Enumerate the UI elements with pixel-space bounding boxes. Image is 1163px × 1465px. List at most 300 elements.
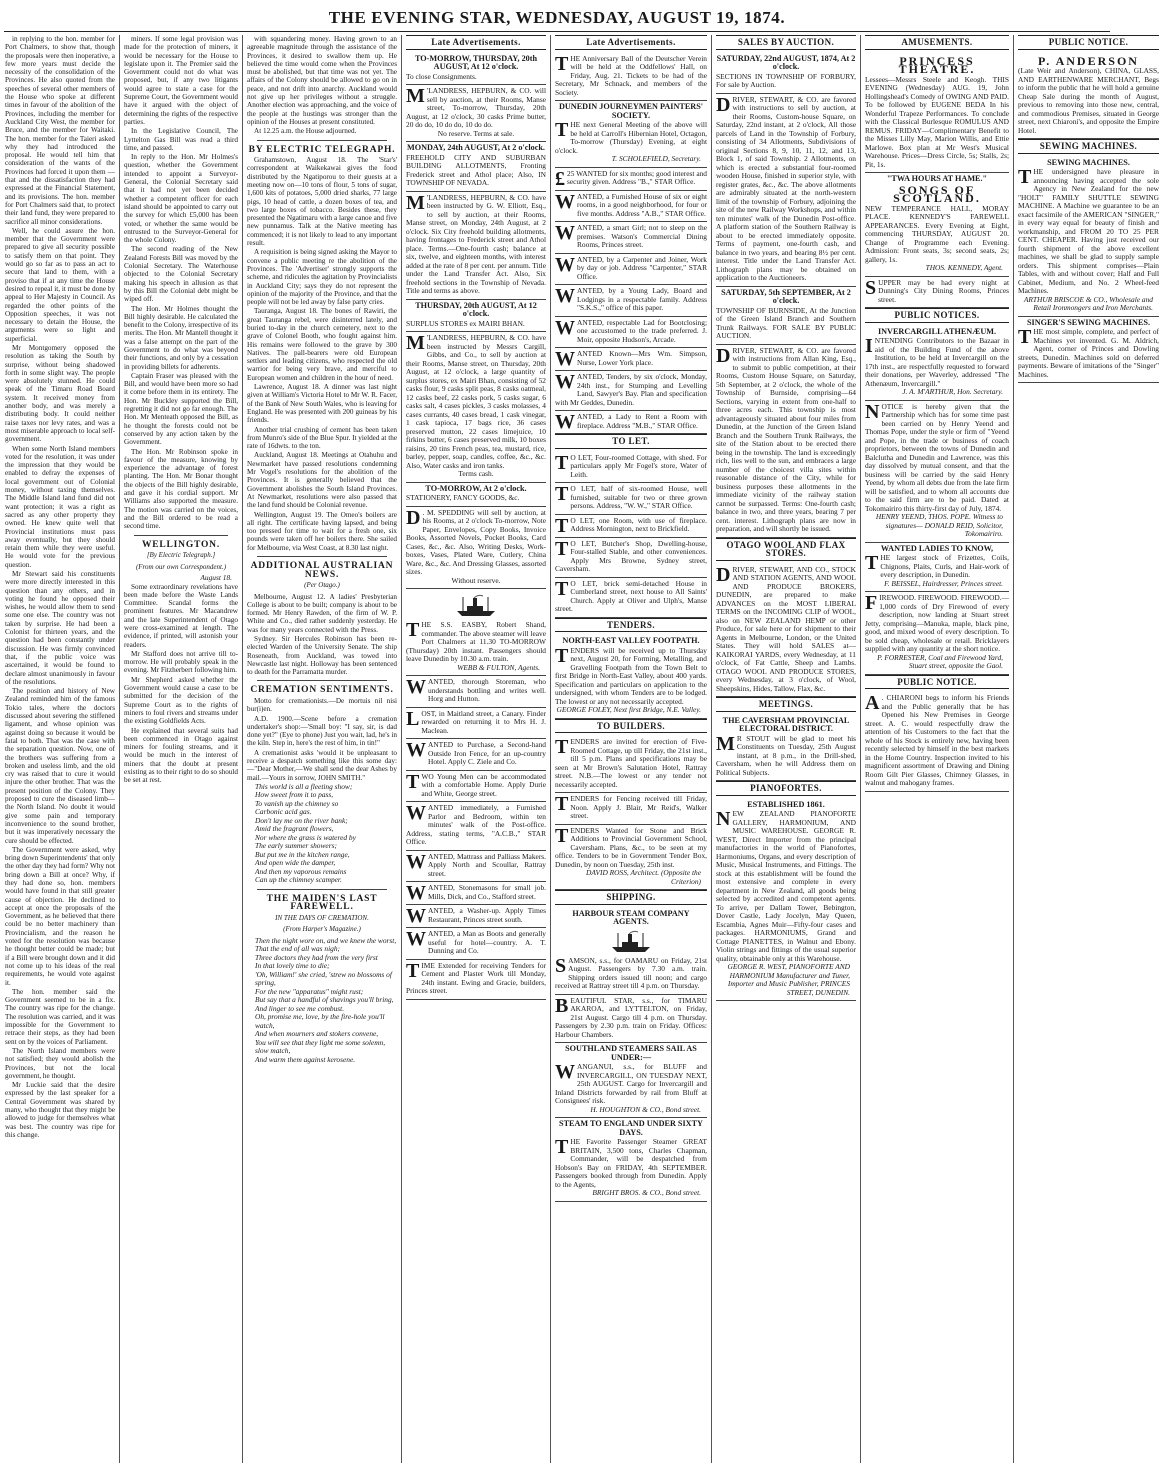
amusements-header: AMUSEMENTS. <box>865 35 1009 50</box>
notices-list <box>1018 35 1159 383</box>
ad-body <box>865 594 1009 654</box>
article-paragraph: He explained that several suits had been commenced in Otago against miners for fouling streams, and it would be much in the interest of miners that the doubt at present existing as to their right to do so should be set at rest. <box>124 726 238 785</box>
ad-text: O LET, Butcher's Shop, Dwelling-house, Four-stalled Stable, and other conveniences. Apply Mrs Browne, Sydney street, Caversham. <box>555 538 707 573</box>
advertisement <box>406 739 546 771</box>
late-ads-header: Late Advertisements. <box>406 35 546 50</box>
ad-body <box>406 154 546 188</box>
ad-body <box>555 224 707 250</box>
poem-line: This world is all a fleeting show; <box>255 781 353 791</box>
ad-signature: HENRY YEEND, THOS. POPE. Witness to signatures— DONALD REID, Solicitor, Tokomairiro. <box>875 512 1003 538</box>
drop-cap: T <box>865 552 879 574</box>
columns <box>4 35 1159 1463</box>
section-heading: TO LET. <box>555 434 707 449</box>
ad-text: To close Consignments. <box>406 71 477 81</box>
ad-text: FREEHOLD CITY AND SUBURBAN BUILDING ALLOTMENTS, Fronting Frederick street and Athol place; Also, IN TOWNSHIP OF NEVADA. <box>406 152 546 187</box>
ad-text: ANGANUI, s.s., for BLUFF and INVERCARGILL, ON TUESDAY NEXT, 25th AUGUST. Cargo for Invercargill and Inland Districts forwarded by rail from Bluff at Consignees' risk. <box>555 1062 707 1105</box>
article-paragraph: Mr Luckie said that the desire expressed by the last speaker for a Central Government was shared by many, who thought that they might be allowed to judge for themselves what was best. The country was ripe for this change. <box>5 1081 115 1139</box>
advertisement <box>406 676 546 708</box>
ad-signature: DAVID ROSS, Architect. (Opposite the Criterion) <box>586 868 701 886</box>
ad-text: ANTED, Mattrass and Palliass Makers. Apply North and Scoullar, Rattray street. <box>428 851 546 878</box>
ad-signature: H. HOUGHTON & CO., Bond street. <box>590 1104 701 1114</box>
advertisement <box>716 53 856 94</box>
poem-line: Oh, promise me, love, by the fire-hole you'll watch, <box>255 1012 385 1030</box>
newspaper-title: THE EVENING STAR, WEDNESDAY, AUGUST 19, 1874. <box>328 8 786 27</box>
ad-text: EAUTIFUL STAR, s.s., for TIMARU AKAROA, and LYTTELTON, on Friday, 21st August. Cargo till 4 p.m. on Thursday. Passengers by 2.30 p.m. train on Friday. Offices: Harbour Chambers. <box>555 995 707 1039</box>
ad-text: NTENDING Contributors to the Bazaar in aid of the Building Fund of the above Institution, to be held at Invercargill on the 17th inst., are respectfully requested to forward their donations, per Waverley, addressed "The Athenæum, Invercargill." <box>865 336 1009 388</box>
ad-signature: WEBB & FULTON, Agents. <box>457 662 540 672</box>
ad-body <box>406 959 546 996</box>
article-paragraph: The position and history of New Zealand reminded him of the famous Tokio tales, where the doctors discussed about severing the stiffened ligament, and whose opinion was against doing so because it would be fatal to both. That was the case with the separation question. Now, one of the brothers was suffering from a broken and useless limb, and the old cry was raised that to cure it would injure the other brother. That was the present position of the Colony. They proposed to cure the diseased limb—the North Island. No doubt it would give some pain and temporary inconvenience to the sound brother, but it was imperatively necessary the cure should be effected. <box>5 687 115 845</box>
article-paragraph: Mr Shepherd asked whether the Government would cause a case to be submitted for the decision of the Supreme Court as to the rights of miners to foul rivers and streams under the existing Goldfields Acts. <box>124 675 238 726</box>
ad-body <box>865 337 1009 388</box>
column-3 <box>246 35 402 1463</box>
ad-text: O LET, brick semi-detached House in Cumberland street, next house to All Saints' Church. Apply at Oliver and Ulph's, Manse street. <box>555 578 707 613</box>
drop-cap: W <box>555 190 575 213</box>
ad-body <box>406 804 546 847</box>
ad-body <box>716 344 856 534</box>
column-7 <box>864 35 1014 1463</box>
ad-body <box>555 253 707 282</box>
poem-line: Don't lay me on the river bank; <box>255 815 348 825</box>
ad-text: UPPER may be had every night at Dunning's City Dining Rooms, Princes street. <box>878 277 1009 304</box>
telegraph-paragraph: A requisition is being signed asking the Mayor to convene a public meeting re the abolition of the Provinces. The 'Advertiser' strongly supports the scheme, and ridicules the agitation by Provincialists in Auckland City; says they do not represent the opinion of the majority of the Province, and that the people will not be led away by false party cries. <box>247 248 397 307</box>
advertisement <box>716 799 856 1002</box>
late-ads-header-2: Late Advertisements. <box>555 35 707 50</box>
poem-line: How sweet from it to pass, <box>255 790 334 800</box>
advertisement <box>406 85 546 142</box>
ad-heading: SATURDAY, 5th SEPTEMBER, At 2 o'clock. <box>721 287 851 305</box>
advertisement <box>555 578 707 618</box>
poem-line: And then my vaporous remains <box>255 866 347 876</box>
ad-text: HE largest stock of Frizettes, Coils, Chignons, Plaits, Curls, and Hair-work of every description, in Dunedin. <box>880 553 1009 579</box>
ad-body <box>555 1138 707 1189</box>
poem-line: Carbonic acid gas. <box>255 807 312 817</box>
drop-cap: M <box>406 332 425 354</box>
drop-cap: B <box>555 994 569 1017</box>
ad-text: ANTED, Tenders, by six o'clock, Monday, 24th inst., for Stumping and Levelling Land, Sawyer's Bay. Plan and specification with Mr Geddes, Dunedin. <box>555 372 707 407</box>
article-paragraph: In reply to the Hon. Mr Holmes's question, whether the Government intended to appoint a Surveyor-General, the Colonial Secretary said that it had not yet been decided whether a competent officer for each island should be appointed to carry out the survey for which £5,000 has been voted, or whether the same would be entrusted to the Surveyor-General for the whole Colony. <box>124 153 238 245</box>
ad-body <box>555 373 707 407</box>
advertisement <box>865 401 1009 543</box>
drop-cap: W <box>406 850 426 873</box>
ad-text: OST, in Maitland street, a Canary. Finder rewarded on returning it to Mrs H. J. Maclean. <box>421 708 546 735</box>
section-heading: PUBLIC NOTICE. <box>865 675 1009 690</box>
ad-heading: SOUTHLAND STEAMERS SAIL AS UNDER:— <box>565 1044 697 1062</box>
advertisement <box>406 928 546 960</box>
drop-cap: M <box>406 85 425 107</box>
masthead <box>4 6 1110 32</box>
ad-text: ANTED, a Man as Boots and generally useful for hotel—country. A. T. Dunning and Co. <box>428 929 546 955</box>
ad-text: O LET, one Room, with use of fireplace. Address Mornington, next to Brickfield. <box>570 515 707 533</box>
advertisement <box>1018 317 1159 384</box>
ad-text: SURPLUS STORES ex MAIRI BHAN. <box>406 318 525 328</box>
drop-cap: W <box>555 348 575 370</box>
cremation-paragraph: A cremationist asks 'would it be unpleasant to receive a despatch something like this some day:—"Dear Mother,—We shall send the dear Ashes by mail.—Yours in sorrow, JOHN SMITH." <box>247 748 397 782</box>
advertisement <box>555 1043 707 1118</box>
amusements-list <box>865 53 1009 792</box>
drop-cap: T <box>555 514 569 537</box>
farewell-subtitle-2: (From Harper's Magazine.) <box>283 925 361 934</box>
ad-body <box>555 577 707 614</box>
advertisement <box>555 793 707 825</box>
advertisement <box>555 285 707 317</box>
article-paragraph: Mr Stafford does not arrive till to-morrow. He will probably speak in the evening. Mr Fitzherbert following him. <box>124 649 238 675</box>
farewell-subtitle: IN THE DAYS OF CREMATION. <box>275 913 369 922</box>
drop-cap: S <box>865 276 877 299</box>
advertisement <box>555 101 707 168</box>
advertisement <box>1018 157 1159 317</box>
drop-cap: M <box>406 191 425 214</box>
ad-text: Lessees—Messrs Steele and Keogh. THIS EVENING (Wednesday) AUG. 19, John Hollingshead's Comedy of OWING AND PAID. To be followed by EUGENE BEDA In his Wonderful Trapeze Performances. To conclude with the Classical Burlesque ROMULUS AND REMUS. FRIDAY—Complimentary Benefit to the Misses Lilly May, Marion Willis, and Ettie Marlowe. Box plan at Mr West's Musical Warehouse. Prices—Dress Circle, 5s; Stalls, 2s; Pit, 1s. <box>865 74 1009 169</box>
australian-news-title: ADDITIONAL AUSTRALIAN NEWS. <box>250 561 394 580</box>
ad-footer: Terms cash. <box>458 469 494 478</box>
drop-cap: T <box>555 451 569 474</box>
ad-heading: ESTABLISHED 1861. <box>747 799 825 809</box>
ad-text: HE Favorite Passenger Steamer GREAT BRITAIN, 3,500 tons, Charles Chapman, Commander, will be despatched from Hobson's Bay on FRIDAY, 4th SEPTEMBER. Passengers booked through from Dunedin. Apply to the Agents, <box>555 1137 707 1189</box>
drop-cap: T <box>555 793 569 815</box>
advertisement <box>555 191 707 223</box>
drop-cap: W <box>555 316 575 339</box>
advertisement <box>406 851 546 883</box>
ad-body <box>716 810 856 963</box>
poem-line: And linger to see me combust. <box>255 1003 345 1013</box>
poem-line: That the end of all was nigh; <box>255 944 340 954</box>
divider <box>257 140 387 141</box>
drop-cap: W <box>406 676 426 698</box>
column-1 <box>4 35 120 1463</box>
advertisement <box>555 452 707 484</box>
ad-body <box>555 121 707 155</box>
farewell-poem <box>247 937 397 1065</box>
advertisement <box>555 222 707 254</box>
ad-body <box>716 307 856 341</box>
section-heading: SEWING MACHINES. <box>1018 139 1159 154</box>
ad-text: ANTED, thorough Storeman, who understands bottling and writes well. Horg and Hutton. <box>428 677 546 703</box>
advertisement <box>555 995 707 1044</box>
advertisement <box>555 1118 707 1202</box>
ad-body <box>406 707 546 736</box>
ad-body <box>555 52 707 98</box>
advertisement <box>716 287 856 345</box>
drop-cap: T <box>555 119 569 141</box>
ad-heading: SEWING MACHINES. <box>1047 157 1130 167</box>
ad-body <box>1018 328 1159 379</box>
advertisement <box>406 142 546 192</box>
drop-cap: T <box>555 52 569 75</box>
ad-body <box>406 882 546 904</box>
advertisement <box>406 882 546 905</box>
divider <box>257 556 387 557</box>
poem-line: Amid the fragrant flowers, <box>255 824 334 834</box>
ad-display-title: SONGS OF SCOTLAND. <box>893 182 981 205</box>
telegraph-paragraph: Lawrence, August 18. A dinner was last night given at William's Victoria Hotel to Mr W. R. Facer, of the Bank of New South Wales, who is leaving for England. He was presented with 200 guineas by his friends. <box>247 383 397 425</box>
ad-body <box>555 411 707 433</box>
ad-body <box>555 287 707 313</box>
poem-line: And open wide the damper, <box>255 858 336 868</box>
australian-news <box>247 593 397 677</box>
drop-cap: F <box>865 592 878 614</box>
ad-text: ANTED Known—Mrs Wm. Simpson, Nurse, Lower York place. <box>577 349 707 367</box>
drop-cap: D <box>406 506 421 529</box>
poem-line: For the new "apparatus" might rust; <box>255 986 364 996</box>
ad-body <box>406 850 546 879</box>
australian-news-subtitle: (Per Otago.) <box>304 581 340 590</box>
ad-heading: SATURDAY, 22nd AUGUST, 1874, At 2 o'clock. <box>716 53 856 71</box>
ad-body <box>555 451 707 480</box>
ad-signature: T. SCHOLEFIELD, Secretary. <box>611 154 701 163</box>
cremation-poem <box>247 783 397 885</box>
drop-cap: T <box>406 770 420 793</box>
ad-body <box>555 316 707 345</box>
ad-heading: THE CAVERSHAM PROVINCIAL ELECTORAL DISTRICT. <box>722 715 850 733</box>
ad-body <box>555 1063 707 1106</box>
poem-line: Nor where the grass is watered by <box>255 832 356 842</box>
ad-text: ANTED, respectable Lad for Bootclosing; one accustomed to the trade preferred. J. Moir, opposite Hudson's, Arcade. <box>577 317 707 344</box>
ad-body <box>865 694 1009 788</box>
ad-text: ANTED, a smart Girl; not to sleep on the premises. Watson's Commercial Dining Rooms, Princes street. <box>577 223 707 249</box>
ad-signature: ARTHUR BRISCOE & CO., Wholesale and Retail Ironmongers and Iron Merchants. <box>1023 294 1153 312</box>
drop-cap: T <box>1018 166 1032 188</box>
advertisement <box>406 192 546 300</box>
advertisement <box>406 300 546 333</box>
ad-heading: WANTED LADIES TO KNOW, <box>880 543 994 553</box>
ad-body <box>406 741 546 767</box>
ad-display-title: PRINCESS THEATRE. <box>898 53 976 76</box>
ad-heading: SINGER'S SEWING MACHINES. <box>1026 317 1151 327</box>
ad-text: O LET, Four-roomed Cottage, with shed. For particulars apply Mr Fogel's store, Water of Leith. <box>570 452 707 479</box>
drop-cap: S <box>555 954 567 977</box>
ad-body <box>865 554 1009 580</box>
ad-text: STATIONERY, FANCY GOODS, &c. <box>406 493 520 502</box>
debate-end <box>247 35 397 136</box>
drop-cap: W <box>406 882 426 904</box>
drop-cap: W <box>406 739 426 761</box>
drop-cap: T <box>555 644 569 667</box>
ad-text: ANTED, a Washer-up. Apply Times Restaurant, Princes street south. <box>428 906 546 924</box>
advertisement <box>406 708 546 740</box>
ad-footer: Without reserve. <box>451 575 501 585</box>
ad-body <box>555 348 707 370</box>
ad-body <box>555 738 707 789</box>
ad-body <box>555 485 707 511</box>
ad-text: 'LANDRESS, HEPBURN, & CO. have been instructed by Messrs Cargill, Gibbs, and Co., to sell by auction at their Rooms, Manse street, on Thursday, 20th August, at 12 o'clock, a large quantity of surplus stores, ex Mairi Bhan, consisting of 52 casks flour, 9 casks split peas, 8 casks oatmeal, 12 casks beef, 22 casks pork, 5 casks sugar, 6 casks salt, 4 cases pickles, 3 casks molasses, 4 cases currants, 40 cases bread, 1 cask vinegar, 1 cask tapioca, 17 bags rice, 36 cases preserved mutton, 22 cases limejuice, 10 firkins butter, 6 cases preserved milk, 10 boxes raisins, 20 tins French peas, tea, mustard, rice, barley, pepper, soap, candles, coffee, &c., &c. Also, Water casks and iron tanks. <box>406 333 546 470</box>
drop-cap: T <box>555 537 569 560</box>
divider <box>257 889 387 890</box>
article-paragraph: Some extraordinary revelations have been made before the Waste Lands Committee. Scandal forms the prominent features. Mr Macandrew and the late Superintendent of Otago were cross-examined at length. The evidence, if printed, will astonish your readers. <box>124 582 238 649</box>
ad-text: NEW TEMPERANCE HALL, MORAY PLACE. KENNEDY'S FAREWELL APPEARANCES. Every Evening at Eight, commencing THURSDAY, AUGUST 20. Change of Programme each Evening. Admission: Front seats, 3s; second seats, 2s; gallery, 1s. <box>865 203 1009 264</box>
section-heading: PIANOFORTES. <box>716 781 856 796</box>
drop-cap: N <box>865 400 880 423</box>
ad-body <box>406 678 546 704</box>
section-heading: PUBLIC NOTICES. <box>865 308 1009 323</box>
poem-line: And warm them against kerosene. <box>255 1054 356 1064</box>
section-heading: TO BUILDERS. <box>555 719 707 734</box>
ad-body <box>406 506 546 577</box>
ad-heading: TO-MORROW, THURSDAY, 20th AUGUST, At 12 o'clock. <box>414 53 538 71</box>
article-paragraph: The hon. member said the Government seemed to be in a fix. The country was ripe for the change. The resolution was carried, and it was impossible for the Government to retrace their steps, as they had been sent on by the voices of Parliament. <box>5 987 115 1046</box>
section-heading: OTAGO WOOL AND FLAX STORES. <box>716 538 856 561</box>
ad-body <box>1018 67 1159 135</box>
advertisement <box>555 515 707 538</box>
article-paragraph: with squandering money. Having grown to an agreeable magnitude through the assistance of the Provinces, it desired to swallow them up. He believed the time would come when the Provinces must be abolished, but that time was not yet. The affairs of the Colony should be allowed to go on in peace, and not drift into anarchy. Auckland would not give up her privileges without a struggle. Another election was approaching, and the voice of the people at the hustings was stronger than the opinion of the Houses at present constituted. <box>247 35 397 126</box>
ad-signature: J. A. M'ARTHUR, Hon. Secretary. <box>902 387 1003 396</box>
drop-cap: T <box>406 619 420 641</box>
advertisement <box>555 411 707 434</box>
drop-cap: W <box>406 928 426 950</box>
ad-text: HE S.S. EASBY, Robert Shand, commander. The above steamer will leave Port Chalmers at 11.30 TO-MORROW (Thursday) 20th instant. Passengers should leave Dunedin by 10.30 a.m. train. <box>406 620 546 663</box>
ad-body <box>555 190 707 219</box>
article-paragraph: The Hon. Mr Robinson spoke in favour of the measure, knowing by experience the advantage of forest planting. The Hon. Mr Bonar thought the objects of the Bill highly desirable, and gave it his cordial support. Mr Williams also supported the measure. The motion was carried on the voices, and the Bill ordered to be read a second time. <box>124 447 238 531</box>
ad-text: RIVER, STEWART, AND CO., STOCK AND STATION AGENTS, AND WOOL AND PRODUCE BROKERS, DUNEDIN, are prepared to make ADVANCES on the MOST LIBERAL TERMS on the INCOMING CLIP of WOOL, also on NEW ZEALAND HEMP or other Produce, for sale here or for shipment to their Agents in Melbourne, London, or the United States. They will hold SALES at— KAIKORAI YARDS, every Wednesday, at 11 o'clock, of Fat Cattle, Sheep and Lambs. OTAGO WOOL AND PRODUCE STORES, every Wednesday, at 3 o'clock, of Wool, Sheepskins, Hides, Tallow, Flax, &c. <box>716 564 856 693</box>
ad-heading: MONDAY, 24th AUGUST, At 2 o'clock. <box>407 143 545 152</box>
ad-body <box>555 824 707 870</box>
advertisement <box>716 94 856 287</box>
ad-text: HE Anniversary Ball of the Deutscher Verein will be held at the Oddfellows' Hall, on Friday, Aug. 21. Tickets to be had of the Secretary, Mr Schnack, and members of the Society. <box>555 53 707 97</box>
ad-body <box>406 320 546 329</box>
telegraph-title: BY ELECTRIC TELEGRAPH. <box>248 144 396 155</box>
advertisement <box>555 483 707 515</box>
ad-signature: F. BEISSEL, Hairdresser, Princes street. <box>884 578 1003 588</box>
column-4 <box>405 35 551 1463</box>
ad-body <box>865 76 1009 170</box>
parliament-report <box>5 35 115 1139</box>
ad-body <box>406 621 546 664</box>
advertisement <box>406 802 546 851</box>
section-heading: SHIPPING. <box>555 890 707 905</box>
ad-heading: TO-MORROW, At 2 o'clock. <box>425 483 527 493</box>
telegraph-paragraph: Tauranga, August 18. The bones of Rawiri, the great Tauranga rebel, were disinterred lately, and buried to-day in the church cemetery, next to the grave of Colonel Booth, who fought against him. His remains were followed to the grave by 300 Natives. The pall-bearers were old European settlers and leading citizens, who respected the old warrior for being very brave, and merciful to European women and children in the hour of need. <box>247 307 397 382</box>
section-heading: MEETINGS. <box>716 697 856 712</box>
advertisement <box>555 736 707 793</box>
ad-text: HE most simple, complete, and perfect of Machines yet invented. G. M. Aldrich, Agent, corner of Princes and Dowling streets, Dunedin. Machines sold on deferred payments. Beware of imitations of the "Singer" Machines. <box>1018 327 1159 379</box>
ad-body <box>555 795 707 821</box>
drop-cap: T <box>555 824 569 847</box>
article-paragraph: The North Island members were not satisfied; they would abolish the Provinces, but not the local government, he thought. <box>5 1046 115 1080</box>
steamship-icon <box>455 594 497 618</box>
article-paragraph: At 12.25 a.m. the House adjourned. <box>254 127 357 136</box>
advertisement <box>555 168 707 191</box>
advertisement <box>406 905 546 928</box>
advertisement <box>1018 53 1159 140</box>
ad-signature: GEORGE FOLEY, Next first Bridge, N.E. Valley. <box>556 705 701 714</box>
advertisement <box>716 715 856 782</box>
cremation-title: CREMATION SENTIMENTS. <box>250 685 394 696</box>
ad-text: ANTED, Stonemasons for small job. Mills, Dick, and Co., Stafford street. <box>428 883 546 901</box>
drop-cap: W <box>555 1061 575 1083</box>
ad-display-title: P. ANDERSON <box>1038 53 1139 68</box>
late-ads-list-2 <box>555 53 707 1202</box>
ad-heading: DUNEDIN JOURNEYMEN PAINTERS' SOCIETY. <box>558 102 704 120</box>
drop-cap: W <box>555 285 575 307</box>
telegraph-paragraph: Auckland, August 18. Meetings at Otahuhu and Newmarket have passed resolutions condemning Mr Vogel's resolutions for the abolition of the Provinces. It is generally believed that the Government abolishes the South Island Provinces. At Newmarket, resolutions were also passed that the land fund should be Colonial revenue. <box>247 451 397 510</box>
ad-body <box>406 334 546 470</box>
poem-line: Three doctors they had from the very first <box>255 952 378 962</box>
divider <box>134 535 228 536</box>
drop-cap: T <box>555 736 569 758</box>
article-paragraph: Captain Fraser was pleased with the Bill, and would have been more so had it come before them in its entirety. The Hon. Mr Buckley supported the Bill, regretting it did not go far enough. The Hon. Mr Menteath opposed the Bill, as he thought the forests could not be conserved by any action taken by the Government. <box>124 371 238 447</box>
advertisement <box>555 348 707 371</box>
ad-text: R STOUT will be glad to meet his Constituents on Tuesday, 25th August instant, at 8 p.m., in the Drill-shed, Caversham, when he will Address them on Political Subjects. <box>716 733 856 777</box>
advertisement <box>865 53 1009 174</box>
advertisement <box>406 589 546 676</box>
poem-line: But put me in the kitchen range, <box>255 849 350 859</box>
ad-body <box>555 537 707 574</box>
ad-body <box>716 73 856 90</box>
ad-text: O LET, half of six-roomed House, well furnished, suitable for two or three grown persons. Address, "W. W.," STAR Office. <box>570 484 707 510</box>
ad-text: ANTED immediately, a Furnished Parlor and Bedroom, within ten minutes' walk of the Post-office. Address, stating terms, "A.C.B.," STAR Office. <box>406 803 546 846</box>
ad-text: RIVER, STEWART, & CO. are favored with instructions to sell by auction, at their Rooms, Custom-house Square, on Saturday, 22nd instant, at 2 o'clock, All those parcels of Land in the Township of Forbury, consisting of 34 Allotments, Subdivisions of original Sections 8, 9, 10, 11, 12, and 13, Block 1, of said Township. 2 Allotments, on which is erected a substantial four-roomed wooden House, finished in superior style, with register grates, &c., &c. The above allotments are admirably situated at the north-western limit of the township of Forbury, adjoining the site of the new Railway Workshops, and within ten minutes' walk of the Dunedin Post-office. A platform station of the Southern Railway is about to be erected immediately opposite. Terms of payment, one-fourth cash, and balance in two years, and bearing 8½ per cent. interest. Title under the Land Transfer Act. Lithograph plans may be obtained on application to the Auctioneers. <box>716 94 856 282</box>
drop-cap: T <box>555 483 569 505</box>
advertisement <box>555 538 707 578</box>
ad-body <box>716 93 856 283</box>
wellington-subtitle-2: (From our own Correspondent.) <box>135 562 227 571</box>
ad-signature: P. FORRESTER, Coal and Firewood Yard, Stuart street, opposite the Gaol. <box>877 652 1003 670</box>
ad-text: RIVER, STEWART, & CO. are favored with instructions from Allan King, Esq., to submit to public competition, at their Rooms, Custom House Square, on Saturday, 5th September, at 2 o'clock, the whole of the Township of Burnside, comprising—64 Sections, varying in extent from one-half to three acres each. This township is most advantageously situated about four miles from Dunedin, at the Junction of the Green Island Branch and the Southern Trunk Railways, the site of the Station about to be erected there being in the township. The land is exceedingly rich, lies well to the sun, and embraces a large number of the choicest villa sites within reasonable distance of the City, while for business purposes these allotments in the immediate vicinity of the railway station cannot be surpassed. Terms: One-fourth cash; balance in two, and three years, bearing 7 per cent. interest. Lithograph plans are now in preparation, and will shortly be issued. <box>716 345 856 533</box>
ad-body <box>555 994 707 1040</box>
drop-cap: N <box>716 808 731 830</box>
news-paragraph: Sydney. Sir Hercules Robinson has been re-elected Warden of the University Senate. The ship Roseneath, from Auckland, was towed into Newcastle last night. Holloway has been sentenced to death for the Parramatta murder. <box>247 635 397 677</box>
telegraph-paragraph: Another trial crushing of cement has been taken from Munro's side of the Blue Spur. It yielded at the rate of 16dwts. to the ton. <box>247 425 398 451</box>
ad-text: ANTED, a Furnished House of six or eight rooms, in a good neighborhood, for four or five months. Address "A.B.," STAR Office. <box>577 191 707 218</box>
poem-line: You will see that they light me some solemn, slow match, <box>255 1037 386 1056</box>
drop-cap: T <box>406 959 420 982</box>
advertisement <box>555 371 707 411</box>
ad-text: 'LANDRESS, HEPBURN, & CO. will sell by auction, at their Rooms, Manse street, To-morrow, Thursday, 20th August, at 12 o'clock, 30 casks Prime butter, 20 do do, 10 do do, 10 do do. <box>406 86 546 129</box>
ad-text: HE undersigned have pleasure in announcing having accepted the sole Agency in New Zealand for the new "HOLT" FAMILY SHUTTLE SEWING MACHINE. A Machine we guarantee to be an exact facsimile of the AMERICAN "SINGER," in every way equal for beauty of finish and workmanship, and FROM 20 TO 25 PER CENT. CHEAPER. Having just received our fourth shipment of the above excellent machines, we shall be glad to supply sample orders. This shipment comprises—Plain Tables, with and without cover; Half and Full Cabinet, Medium, and No. 2 Wheel-feed Machines. <box>1018 167 1159 295</box>
ad-heading: NORTH-EAST VALLEY FOOTPATH. <box>562 636 700 645</box>
ad-body <box>1018 168 1159 296</box>
ad-text: EW ZEALAND PIANOFORTE GALLERY, HARMONIUM, AND MUSIC WAREHOUSE. GEORGE R. WEST, Direct Importer from the principal manufactories in the world of Pianofortes, Harmoniums, Organs, and every description of Music, Musical Instruments, and Fittings. The stock at this establishment will be found the most extensive and complete in every department in New Zealand, all goods being selected by accredited and competent agents. To arrive, per Dallam Tower, Bebington, Dover Castle, Lady Jocelyn, May Queen, Escambia, Agnes Muir—Fifty-four cases and packages. HARMONIUMS, Grand and Cottage PIANETTES, in Walnut and Ebony. Violin strings and fittings of the usual superior quality, obtainable only at this Warehouse. <box>716 809 856 963</box>
wellington-subtitle: [By Electric Telegraph.] <box>146 551 216 560</box>
article-paragraph: miners. If some legal provision was made for the protection of miners, it would be necessary for the House to legislate upon it. The Premier said the Government could not do what was proposed, but, if any two litigants would agree to state a case for the Supreme Court, the Government would have it argued with the object of determining the rights of the respective parties. <box>124 35 238 126</box>
auction-header: SALES BY AUCTION. <box>716 35 856 50</box>
advertisement <box>406 53 546 86</box>
drop-cap: T <box>555 1136 569 1158</box>
ad-heading: "TWA HOURS AT HAME." <box>886 174 988 183</box>
ad-text: . M. SPEDDING will sell by auction, at his Rooms, at 2 o'clock To-morrow, Note Paper, Envelopes, Copy Books, Invoice Books, Assorted Novels, Pocket Books, Card Cases, &c., &c. Also, Writing Desks, Work-boxes, Vases, Plated Ware, Cutlery, China Ware, &c., &c. And Dressing Glasses, assorted sizes. <box>406 507 546 576</box>
poem-line: In that lovely time to die; <box>255 961 330 971</box>
drop-cap: W <box>555 411 575 433</box>
article-paragraph: The Government were asked, why bring down Superintendents' that only the other day they had form? Why not bring down a Bill at once? Why, if they had done so, hon. members would have found in that still greater cause of objection. He declined to accept at once the proposals of the Government, as he believed that there could be no better machinery than Provincialism, and the reason he voted for the resolution was because he thought better could be made; but if a Bill were brought down and it did not come up to his ideas of the real requirements, he would vote against it. <box>5 845 115 987</box>
ad-heading: THURSDAY, 20th AUGUST, At 12 o'clock. <box>415 300 537 318</box>
ad-text: ANTED, by a Young Lady, Board and Lodgings in a respectable family. Address "S.K.S.," office of this paper. <box>577 286 707 312</box>
farewell-title: THE MAIDEN'S LAST FAREWELL. <box>266 893 378 913</box>
drop-cap: £ <box>555 167 565 190</box>
advertisement <box>406 960 546 1000</box>
drop-cap: W <box>406 802 426 824</box>
poem-line: But say that a handful of shavings you'll bring, <box>255 995 394 1005</box>
column-5 <box>554 35 712 1463</box>
ad-heading: STEAM TO ENGLAND UNDER SIXTY DAYS. <box>559 1119 703 1137</box>
poem-line: Then the night wore on, and we knew the worst, <box>255 935 397 945</box>
advertisement <box>865 277 1009 309</box>
article-paragraph: In the Legislative Council, The Lyttelton Gas Bill was read a third time, and passed. <box>124 127 238 152</box>
ad-text: HE next General Meeting of the above will be held at Carroll's Hibernian Hotel, Octagon, To-morrow (Thursday) Evening, at eight o'clock. <box>555 120 707 155</box>
drop-cap: D <box>716 344 731 367</box>
advertisement <box>865 592 1009 675</box>
ad-heading: INVERCARGILL ATHENÆUM. <box>877 326 997 336</box>
drop-cap: W <box>555 253 575 276</box>
advertisement <box>555 53 707 102</box>
ad-body <box>555 954 707 991</box>
ad-body <box>555 167 707 190</box>
poem-line: Can up the chimney scamper. <box>255 875 342 885</box>
steamship-icon <box>610 930 652 954</box>
ad-body <box>406 770 546 799</box>
auction-list <box>716 53 856 1002</box>
ad-body <box>406 930 546 956</box>
article-paragraph: in replying to the hon. member for Port Chalmers, to show that, though the proposals were then inoperative, a few more years must decide the necessity of the consolidation of the Provinces. He also quoted from the speeches of several other members of the House who spoke at different times in favour of the abolition of the Provinces, including the member for Auckland City West, the member for Bruce, and the member for Waitaki. The hon. member for the Taieri asked why they had introduced the proposal. He would tell him that consideration of the wants of the Provinces had forced it upon them — that and the dissatisfaction they had expressed at the Financial Statement, and its provisions. The hon. member for Port Chalmers said that, to protect their land fund, they were prepared to sacrifice all minor considerations. <box>5 35 115 226</box>
